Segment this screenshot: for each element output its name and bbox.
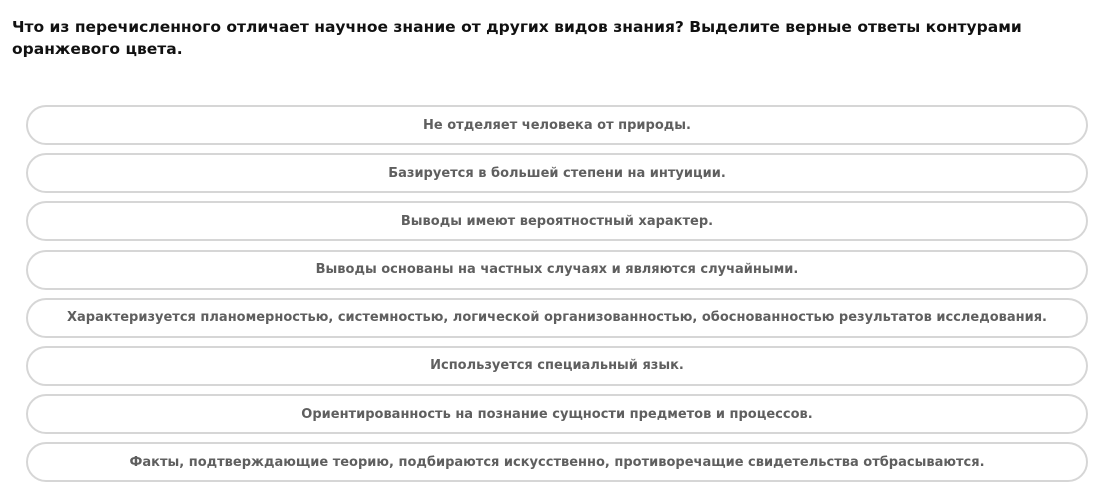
answer-option-label: Факты, подтверждающие теорию, подбираются искусственно, противоречащие свидетельства отбрасываются. — [129, 454, 985, 470]
question-text: Что из перечисленного отличает научное знание от других видов знания? Выделите верные ответы контурами оранжевого цвета. — [12, 18, 1022, 58]
answer-option-label: Базируется в большей степени на интуиции. — [388, 165, 726, 181]
answer-option-label: Используется специальный язык. — [430, 358, 684, 374]
answer-option-label: Не отделяет человека от природы. — [423, 117, 691, 133]
answer-option-label: Выводы имеют вероятностный характер. — [400, 213, 714, 229]
answer-option[interactable] — [26, 201, 1088, 241]
answer-option[interactable] — [26, 346, 1088, 386]
answer-option[interactable] — [26, 442, 1088, 482]
answer-option-label: Ориентированность на познание сущности предметов и процессов. — [301, 406, 813, 422]
answer-option-label: Характеризуется планомерностью, системностью, логической организованностью, обоснованностью результатов исследования. — [67, 310, 1047, 326]
answer-option[interactable] — [26, 105, 1088, 145]
answer-options — [26, 105, 1088, 491]
answer-option[interactable] — [26, 394, 1088, 434]
answer-option[interactable] — [26, 153, 1088, 193]
answer-option[interactable] — [26, 250, 1088, 290]
answer-option[interactable] — [26, 298, 1088, 338]
answer-option-label: Выводы основаны на частных случаях и являются случайными. — [315, 262, 799, 278]
